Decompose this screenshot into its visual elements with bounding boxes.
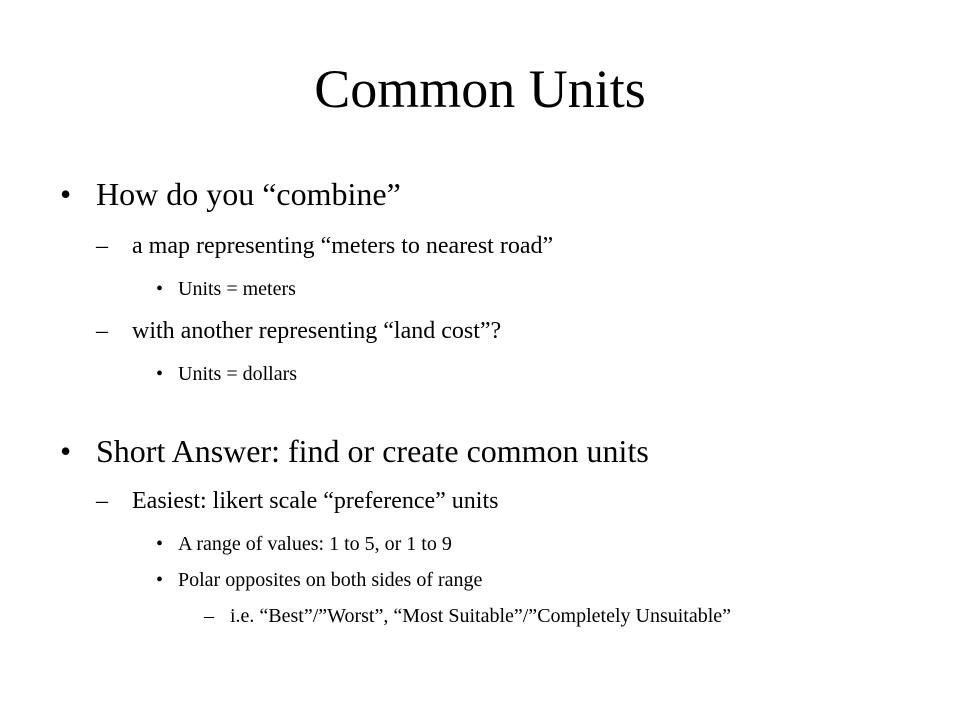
sub-bullet-text: a map representing “meters to nearest road” bbox=[132, 233, 554, 259]
level2-dash-marker: – bbox=[96, 233, 108, 259]
level3-bullet-marker: • bbox=[156, 533, 164, 555]
sub-bullet-text: with another representing “land cost”? bbox=[132, 318, 502, 344]
level2-dash-marker: – bbox=[96, 318, 108, 344]
level1-bullet-marker: • bbox=[60, 176, 72, 212]
level3-bullet-marker: • bbox=[156, 569, 164, 591]
level3-bullet-marker: • bbox=[156, 363, 164, 385]
sub-sub-bullet-text: Units = meters bbox=[178, 278, 296, 300]
sub-sub-bullet-text: A range of values: 1 to 5, or 1 to 9 bbox=[178, 533, 452, 555]
level1-bullet-marker: • bbox=[60, 433, 72, 469]
sub-sub-bullet-text: Polar opposites on both sides of range bbox=[178, 569, 483, 591]
bullet-text: How do you “combine” bbox=[96, 176, 401, 212]
bullet-text: Short Answer: find or create common units bbox=[96, 433, 649, 469]
level2-dash-marker: – bbox=[96, 488, 108, 514]
slide-title: Common Units bbox=[314, 59, 646, 119]
level3-bullet-marker: • bbox=[156, 278, 164, 300]
sub-sub-sub-bullet-text: i.e. “Best”/”Worst”, “Most Suitable”/”Completely Unsuitable” bbox=[230, 605, 732, 627]
level4-dash-marker: – bbox=[204, 605, 214, 627]
sub-sub-bullet-text: Units = dollars bbox=[178, 363, 298, 385]
sub-bullet-text: Easiest: likert scale “preference” units bbox=[132, 488, 499, 514]
